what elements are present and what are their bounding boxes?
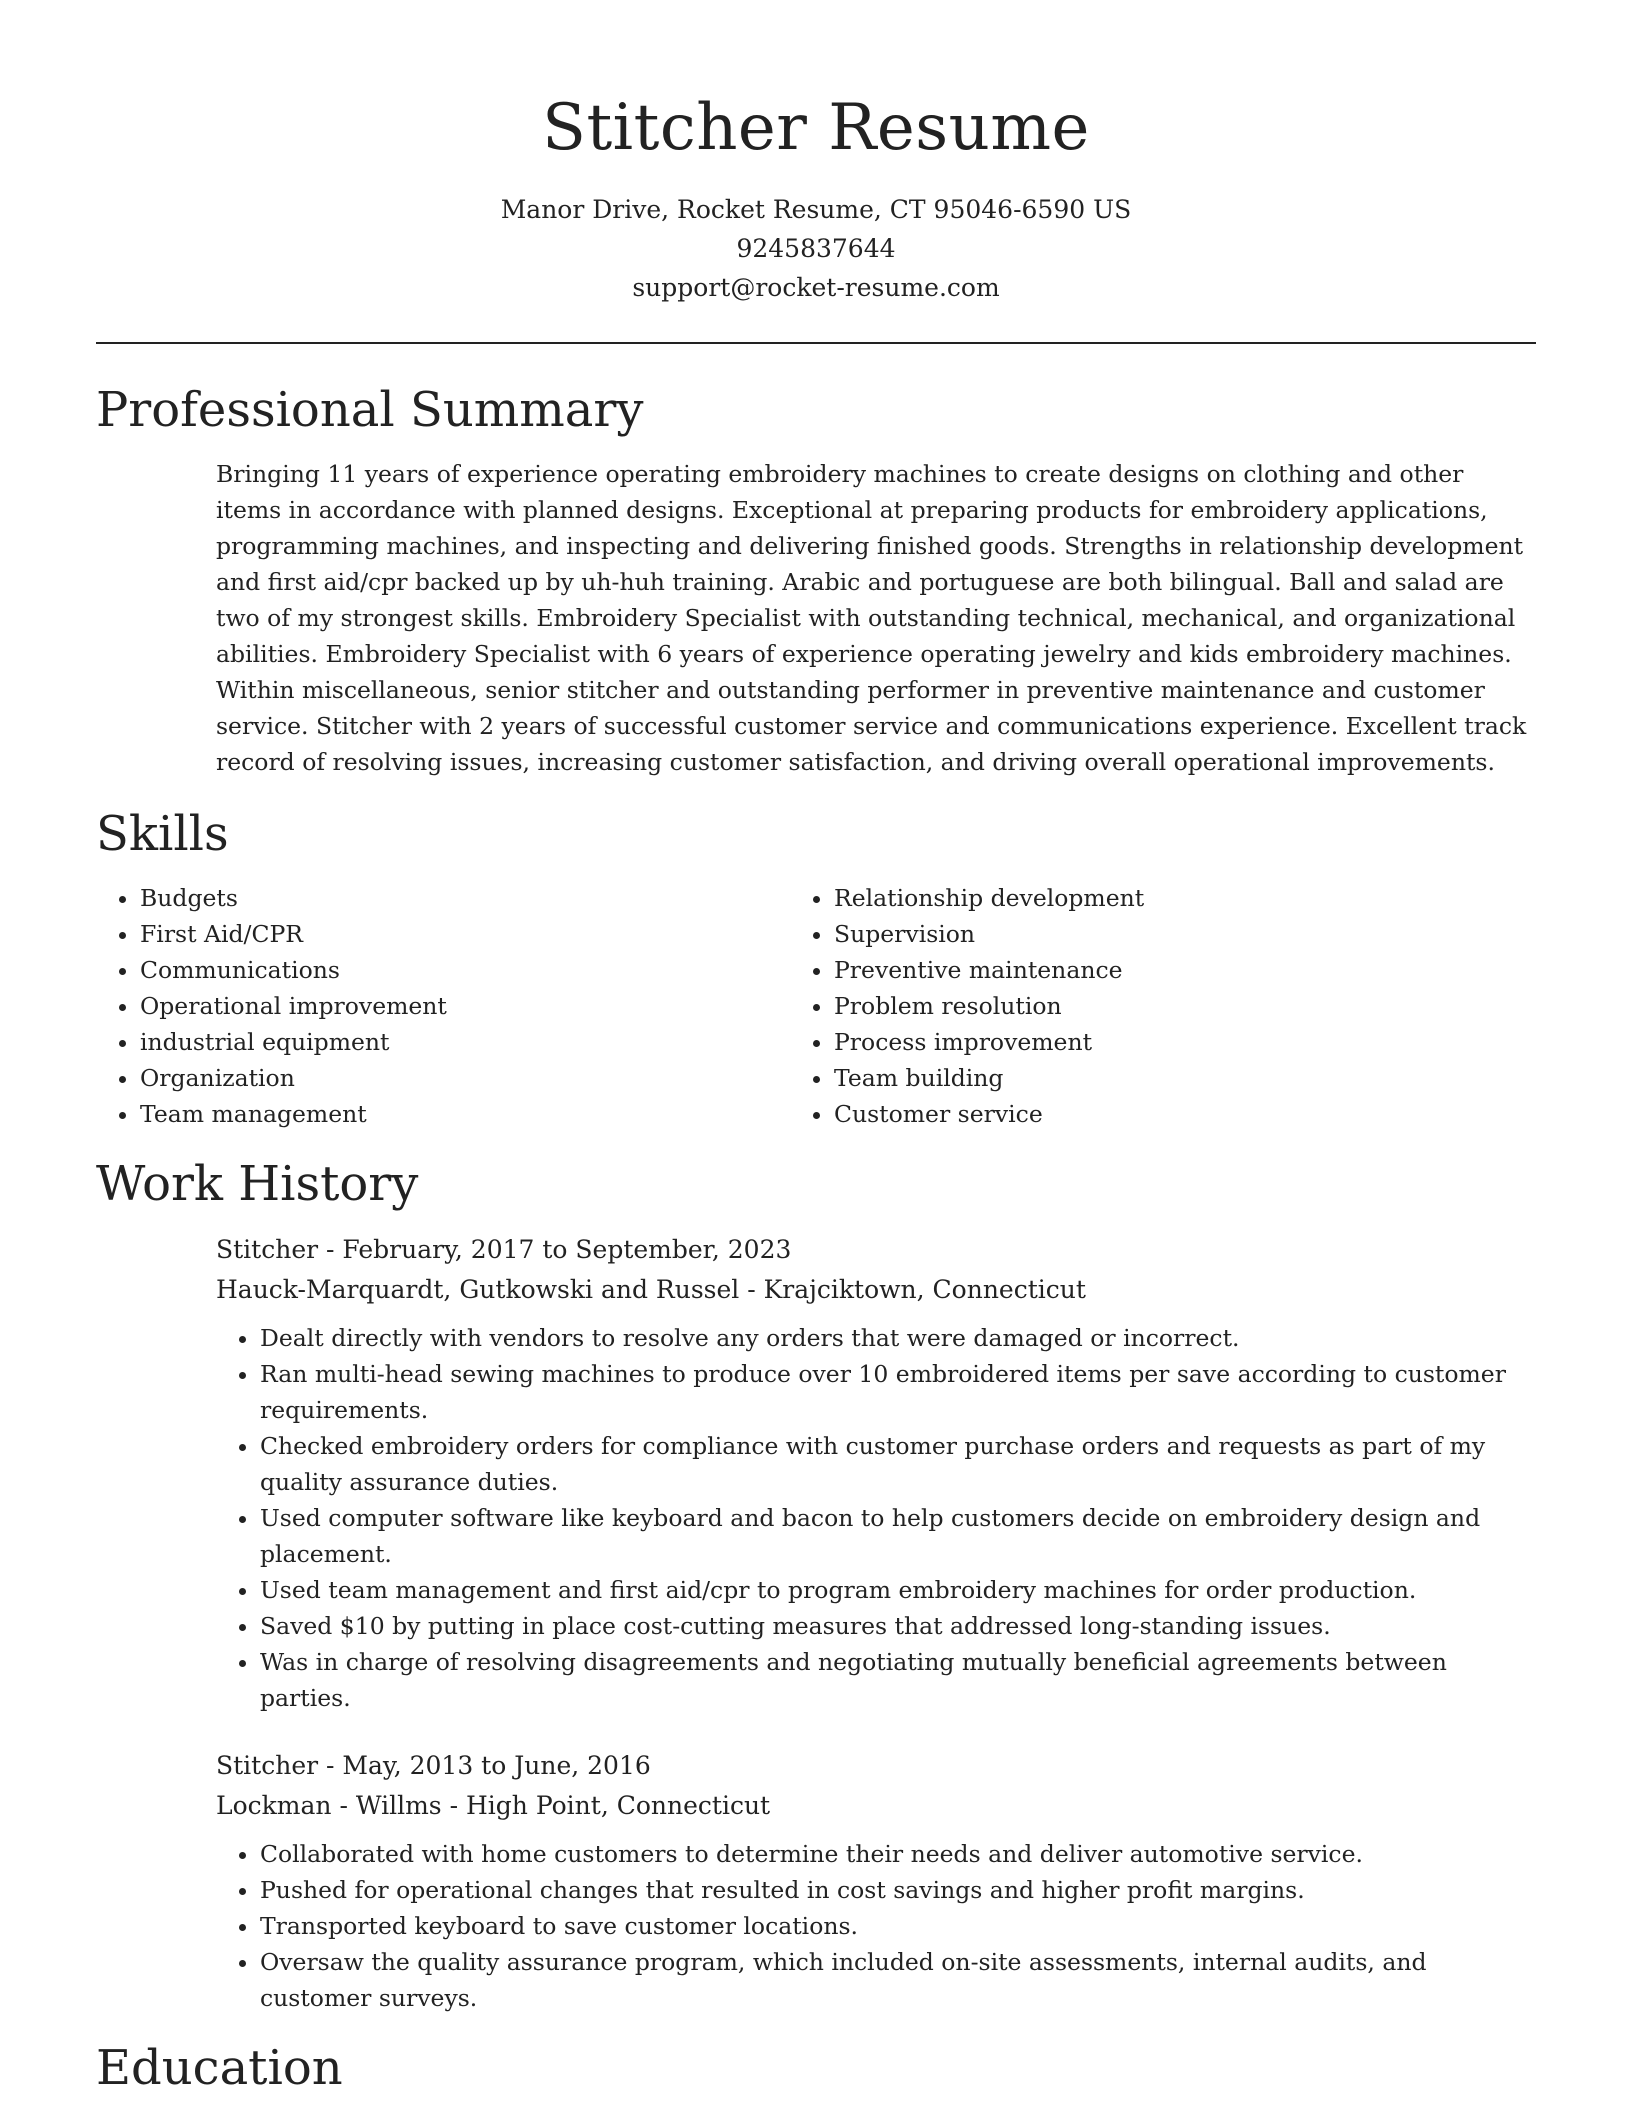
skill-item: • Supervision bbox=[834, 916, 1484, 952]
job-bullets bbox=[216, 1836, 1536, 2016]
job-company: Lockman - Willms - High Point, Connecticut bbox=[216, 1791, 771, 1820]
skill-item: • Communications bbox=[140, 952, 790, 988]
job-bullet: • Oversaw the quality assurance program, which included on-site assessments, internal audits, and customer surveys. bbox=[260, 1944, 1536, 2016]
skill-item: • Problem resolution bbox=[834, 988, 1484, 1024]
contact-info bbox=[96, 190, 1536, 307]
work-history-section bbox=[96, 1152, 1536, 2016]
skill-item: • Customer service bbox=[834, 1096, 1484, 1132]
resume-content bbox=[96, 378, 1536, 2100]
header-divider bbox=[96, 342, 1536, 344]
skills-list-right bbox=[790, 880, 1484, 1132]
phone: 9245837644 bbox=[736, 234, 896, 263]
page-title: Stitcher Resume bbox=[542, 91, 1090, 165]
skill-item: • Team management bbox=[140, 1096, 790, 1132]
skill-item: • Organization bbox=[140, 1060, 790, 1096]
address: Manor Drive, Rocket Resume, CT 95046-6590 US bbox=[500, 195, 1132, 224]
job-entry bbox=[216, 1230, 1536, 1716]
education-section bbox=[96, 2036, 1536, 2100]
job-bullet: • Dealt directly with vendors to resolve any orders that were damaged or incorrect. bbox=[260, 1320, 1536, 1356]
skills-list-left bbox=[96, 880, 790, 1132]
work-history-heading: Work History bbox=[96, 1156, 419, 1212]
job-bullet: • Pushed for operational changes that resulted in cost savings and higher profit margins. bbox=[260, 1872, 1536, 1908]
job-bullet: • Used team management and first aid/cpr to program embroidery machines for order production. bbox=[260, 1572, 1536, 1608]
skills-heading: Skills bbox=[96, 806, 229, 862]
job-bullet: • Transported keyboard to save customer locations. bbox=[260, 1908, 1536, 1944]
job-bullet: • Used computer software like keyboard and bacon to help customers decide on embroidery design and placement. bbox=[260, 1500, 1536, 1572]
job-bullet: • Ran multi-head sewing machines to produce over 10 embroidered items per save according to customer requirements. bbox=[260, 1356, 1536, 1428]
job-title: Stitcher - May, 2013 to June, 2016 bbox=[216, 1751, 651, 1780]
summary-heading: Professional Summary bbox=[96, 382, 644, 438]
skill-item: • Preventive maintenance bbox=[834, 952, 1484, 988]
skill-item: • Team building bbox=[834, 1060, 1484, 1096]
resume-header bbox=[96, 86, 1536, 307]
summary-section bbox=[96, 378, 1536, 780]
summary-text: Bringing 11 years of experience operating embroidery machines to create designs on clothing and other items in accordance with planned designs. Exceptional at preparing products for embroidery applications, programming machines, and inspecting and delivering finished goods. Strengths in relationship development and first aid/cpr backed up by uh-huh training. Arabic and portuguese are both bilingual. Ball and salad are two of my strongest skills. Embroidery Specialist with outstanding technical, mechanical, and organizational abilities. Embroidery Specialist with 6 years of experience operating jewelry and kids embroidery machines. Within miscellaneous, senior stitcher and outstanding performer in preventive maintenance and customer service. Stitcher with 2 years of successful customer service and communications experience. Excellent track record of resolving issues, increasing customer satisfaction, and driving overall operational improvements. bbox=[216, 460, 1527, 776]
skill-item: • Process improvement bbox=[834, 1024, 1484, 1060]
job-title: Stitcher - February, 2017 to September, 2023 bbox=[216, 1235, 792, 1264]
job-bullet: • Saved $10 by putting in place cost-cutting measures that addressed long-standing issues. bbox=[260, 1608, 1536, 1644]
skills-section bbox=[96, 802, 1536, 1132]
skill-item: • First Aid/CPR bbox=[140, 916, 790, 952]
education-heading: Education bbox=[96, 2040, 343, 2096]
job-bullet: • Collaborated with home customers to determine their needs and deliver automotive service. bbox=[260, 1836, 1536, 1872]
job-company: Hauck-Marquardt, Gutkowski and Russel - Krajciktown, Connecticut bbox=[216, 1275, 1086, 1304]
job-entry bbox=[216, 1746, 1536, 2016]
job-bullets bbox=[216, 1320, 1536, 1716]
skill-item: • industrial equipment bbox=[140, 1024, 790, 1060]
email: support@rocket-resume.com bbox=[632, 273, 1000, 302]
job-bullet: • Checked embroidery orders for compliance with customer purchase orders and requests as part of my quality assurance duties. bbox=[260, 1428, 1536, 1500]
skill-item: • Operational improvement bbox=[140, 988, 790, 1024]
job-bullet: • Was in charge of resolving disagreements and negotiating mutually beneficial agreements between parties. bbox=[260, 1644, 1536, 1716]
skill-item: • Budgets bbox=[140, 880, 790, 916]
skill-item: • Relationship development bbox=[834, 880, 1484, 916]
